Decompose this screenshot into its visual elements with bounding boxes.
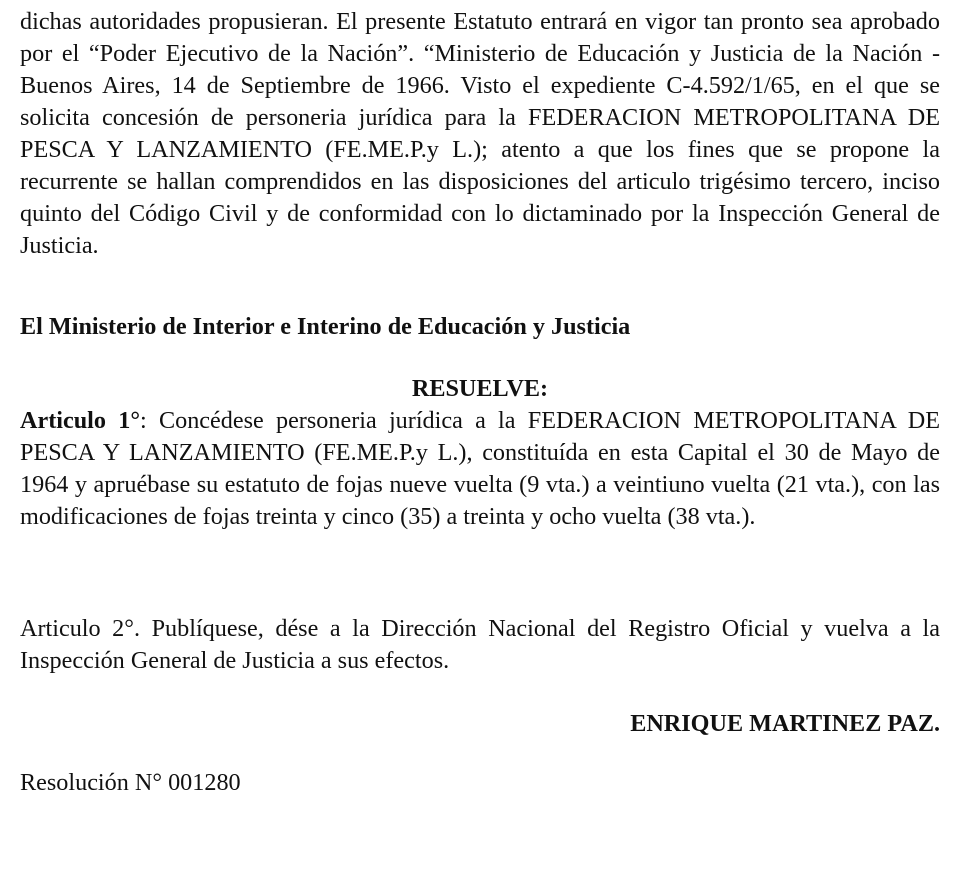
signature: ENRIQUE MARTINEZ PAZ. xyxy=(630,710,940,737)
resolution-number: Resolución N° 001280 xyxy=(20,769,241,796)
ministry-heading: El Ministerio de Interior e Interino de Educación y Justicia xyxy=(20,313,631,340)
resolves-heading: RESUELVE: xyxy=(411,375,549,402)
article-1-text: : Concédese personeria jurídica a la FEDERACION METROPOLITANA DE PESCA Y LANZAMIENTO (FE.ME.P.y L.), constituída en esta Capital el 30 de Mayo de 1964 y apruébase su estatuto de fojas nueve vuelta (9 vta.) a veintiuno vuelta (21 vta.), con las modificaciones de fojas treinta y cinco (35) a treinta y ocho vuelta (38 vta.). xyxy=(20,407,940,530)
article-2-paragraph: Articulo 2°. Publíquese, dése a la Dirección Nacional del Registro Oficial y vuelva a la Inspección General de Justicia a sus efectos. xyxy=(20,615,940,674)
article-1-paragraph xyxy=(20,405,940,533)
intro-paragraph: dichas autoridades propusieran. El presente Estatuto entrará en vigor tan pronto sea aprobado por el “Poder Ejecutivo de la Nación”. “Ministerio de Educación y Justicia de la Nación - Buenos Aires, 14 de Septiembre de 1966. Visto el expediente C-4.592/1/65, en el que se solicita concesión de personeria jurídica para la FEDERACION METROPOLITANA DE PESCA Y LANZAMIENTO (FE.ME.P.y L.); atento a que los fines que se propone la recurrente se hallan comprendidos en las disposiciones del articulo trigésimo tercero, inciso quinto del Código Civil y de conformidad con lo dictaminado por la Inspección General de Justicia. xyxy=(20,8,940,259)
article-1-label: Articulo 1° xyxy=(20,407,140,434)
